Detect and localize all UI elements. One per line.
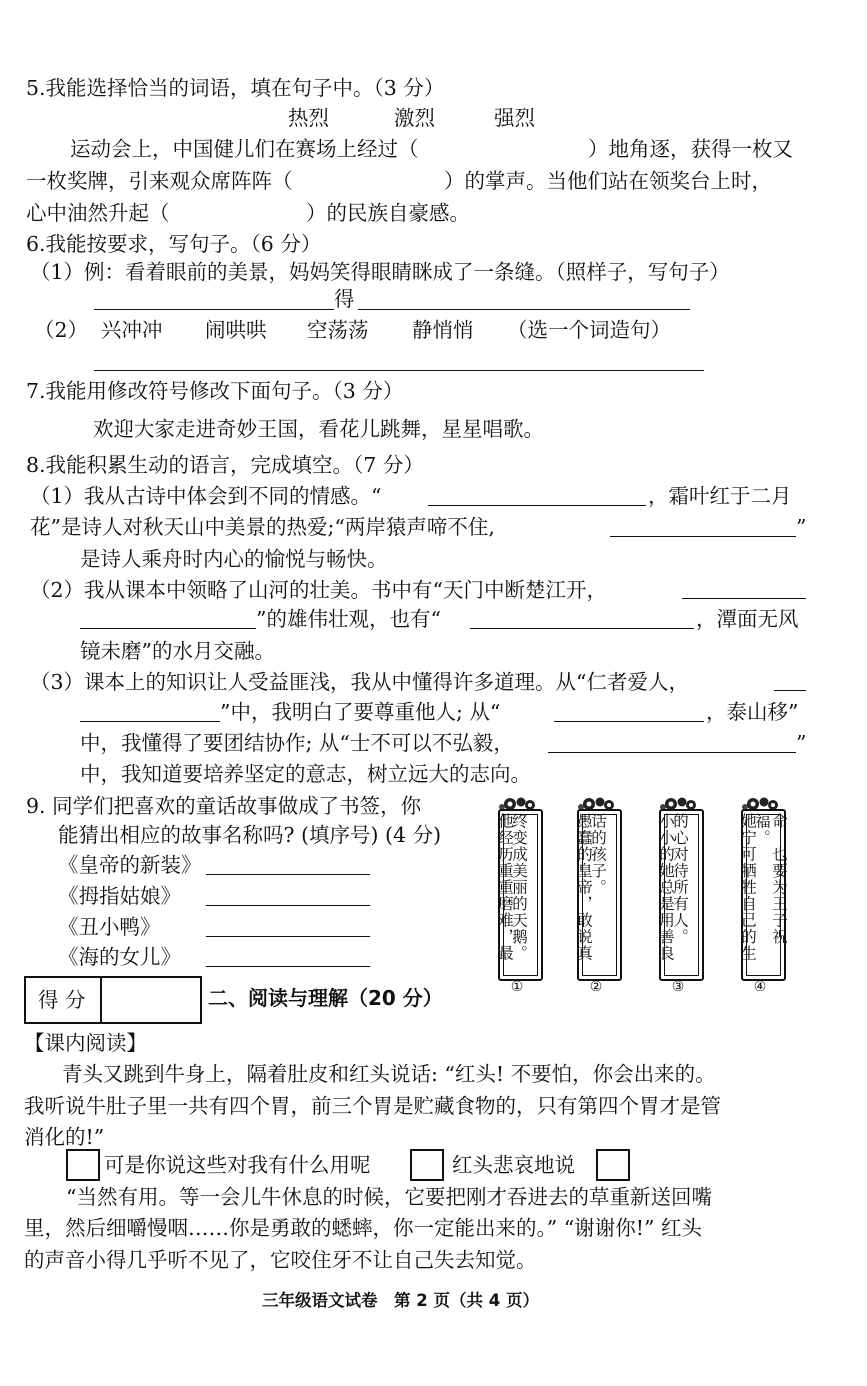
section-2-title: 二、阅读与理解（20 分） <box>208 986 443 1010</box>
q7-sentence: 欢迎大家走进奇妙王国，看花儿跳舞，星星唱歌。 <box>93 417 544 441</box>
q7-title: 7.我能用修改符号修改下面句子。（3 分） <box>26 379 404 403</box>
q5-line2-b: ）的掌声。当他们站在领奖台上时， <box>444 169 772 193</box>
q8-p2-b: ”的雄伟壮观，也有“ <box>256 607 441 631</box>
bookmark-1-num: ① <box>510 979 524 995</box>
reading-p2-a: 可是你说这些对我有什么用呢 <box>104 1153 371 1177</box>
reading-p3-a: “当然有用。等一会儿牛休息的时候，它要把刚才吞进去的草重新送回嘴 <box>66 1185 712 1209</box>
q9-answer-3[interactable] <box>206 936 370 937</box>
q6-word-4: 静悄悄 <box>412 318 474 342</box>
score-box <box>24 976 202 1024</box>
q6-answer-line-2[interactable] <box>94 370 704 371</box>
bookmark-1 <box>494 793 547 995</box>
q8-p3-e: ” <box>796 731 807 755</box>
q8-blank-4[interactable] <box>470 628 694 629</box>
q8-p2-a: （2）我从课本中领略了山河的壮美。书中有“天门中断楚江开， <box>30 578 608 602</box>
q5-line2-a: 一枚奖牌，引来观众席阵阵（ <box>26 169 293 193</box>
reading-p3-b: 里，然后细嚼慢咽……你是勇敢的蟋蟀，你一定能出来的。” “谢谢你!” 红头 <box>24 1216 702 1240</box>
q6-part2-note: （选一个词造句） <box>507 318 671 342</box>
q8-blank-2[interactable] <box>610 536 796 537</box>
bookmark-2-col2: 愚蠢的皇帝，敢说真 <box>575 813 593 962</box>
q8-p1-e: 是诗人乘舟时内心的愉悦与畅快。 <box>80 547 388 571</box>
q6-word-3: 空荡荡 <box>307 318 369 342</box>
bookmark-2 <box>573 793 626 995</box>
punctuation-box-3[interactable] <box>596 1149 630 1181</box>
q8-p3-a: （3）课本上的知识让人受益匪浅，我从中懂得许多道理。从“仁者爱人， <box>30 670 690 694</box>
q8-blank-7[interactable] <box>548 752 796 753</box>
q6-answer-line-1b[interactable] <box>358 309 690 310</box>
reading-p3-c: 的声音小得几乎听不见了，它咬住牙不让自己失去知觉。 <box>24 1248 537 1272</box>
q8-p3-c: ，泰山移” <box>706 700 799 724</box>
bookmark-1-col2: 他经历重重磨难，最 <box>496 813 514 962</box>
q6-part2-num: （2） <box>34 318 89 342</box>
q8-blank-6[interactable] <box>554 721 704 722</box>
q6-answer-line-1a[interactable] <box>94 309 334 310</box>
bookmark-3-col2: 小小的她总是用善良 <box>657 813 675 962</box>
reading-p1-c: 消化的!” <box>24 1125 105 1149</box>
q5-line1-b: ）地角逐，获得一枚又 <box>588 137 793 161</box>
bookmark-4 <box>737 793 790 995</box>
punctuation-box-1[interactable] <box>66 1149 100 1181</box>
bookmark-3-num: ③ <box>671 979 685 995</box>
bookmark-4-col1: 命，也要为王子祝福。 <box>753 813 788 945</box>
reading-label: 【课内阅读】 <box>24 1031 147 1055</box>
q8-blank-3a[interactable] <box>682 598 806 599</box>
q5-line3-a: 心中油然升起（ <box>26 201 170 225</box>
q8-p1-c: 花”是诗人对秋天山中美景的热爱;“两岸猿声啼不住, <box>30 515 495 539</box>
q5-option-1: 热烈 <box>288 106 329 130</box>
q5-line3-b: ）的民族自豪感。 <box>306 201 470 225</box>
bookmark-2-col1: 话的孩子。 <box>589 813 607 896</box>
q6-part1: （1）例：看着眼前的美景，妈妈笑得眼睛眯成了一条缝。（照样子，写句子） <box>30 260 730 284</box>
q6-title: 6.我能按要求，写句子。（6 分） <box>26 232 322 256</box>
q8-p1-a: （1）我从古诗中体会到不同的情感。“ <box>30 484 382 508</box>
bookmark-1-col1: 终变成美丽的天鹅。 <box>510 813 528 962</box>
bookmark-2-num: ② <box>589 979 603 995</box>
punctuation-box-2[interactable] <box>410 1149 444 1181</box>
bookmark-3-col1: 的心对待所有人。 <box>671 813 689 945</box>
q5-option-2: 激烈 <box>394 106 435 130</box>
q8-blank-5b[interactable] <box>80 721 220 722</box>
reading-p2-b: 红头悲哀地说 <box>452 1153 575 1177</box>
q8-p2-c: ，潭面无风 <box>696 607 799 631</box>
bookmark-4-col2: 她宁可牺牲自己的生 <box>739 813 757 962</box>
page-footer: 三年级语文试卷 第 2 页（共 4 页） <box>262 1291 539 1310</box>
reading-p1-b: 我听说牛肚子里一共有四个胃，前三个胃是贮藏食物的，只有第四个胃才是管 <box>24 1094 721 1118</box>
q8-blank-3b[interactable] <box>80 628 256 629</box>
q8-blank-5a[interactable] <box>774 690 806 691</box>
q8-blank-1[interactable] <box>428 505 646 506</box>
q9-title-a: 9. 同学们把喜欢的童话故事做成了书签，你 <box>26 794 422 818</box>
q9-story-4: 《海的女儿》 <box>58 945 181 969</box>
bookmark-3 <box>655 793 708 995</box>
q8-p1-d: ” <box>796 515 807 539</box>
q9-story-1: 《皇帝的新装》 <box>58 853 202 877</box>
bookmark-4-num: ④ <box>753 979 767 995</box>
q9-answer-2[interactable] <box>206 905 370 906</box>
q8-title: 8.我能积累生动的语言，完成填空。（7 分） <box>26 453 424 477</box>
reading-p1-a: 青头又跳到牛身上，隔着肚皮和红头说话: “红头! 不要怕，你会出来的。 <box>62 1062 716 1086</box>
q8-p3-f: 中，我知道要培养坚定的意志，树立远大的志向。 <box>80 762 531 786</box>
score-label: 得 分 <box>38 988 86 1012</box>
q8-p2-d: 镜未磨”的水月交融。 <box>80 639 275 663</box>
q8-p3-d: 中，我懂得了要团结协作; 从“士不可以不弘毅， <box>80 731 514 755</box>
q5-title: 5.我能选择恰当的词语，填在句子中。（3 分） <box>26 76 445 100</box>
q9-story-3: 《丑小鸭》 <box>58 915 161 939</box>
q8-p3-b: ”中，我明白了要尊重他人; 从“ <box>220 700 501 724</box>
q9-title-b: 能猜出相应的故事名称吗? (填序号) (4 分) <box>58 823 442 847</box>
q5-option-3: 强烈 <box>494 106 535 130</box>
q9-story-2: 《拇指姑娘》 <box>58 884 181 908</box>
q6-de-char: 得 <box>334 287 355 311</box>
q9-answer-4[interactable] <box>206 966 370 967</box>
q8-p1-b: ，霜叶红于二月 <box>648 484 792 508</box>
q6-word-1: 兴冲冲 <box>101 318 163 342</box>
q6-word-2: 闹哄哄 <box>205 318 267 342</box>
q9-answer-1[interactable] <box>206 874 370 875</box>
q5-line1-a: 运动会上，中国健儿们在赛场上经过（ <box>70 137 419 161</box>
